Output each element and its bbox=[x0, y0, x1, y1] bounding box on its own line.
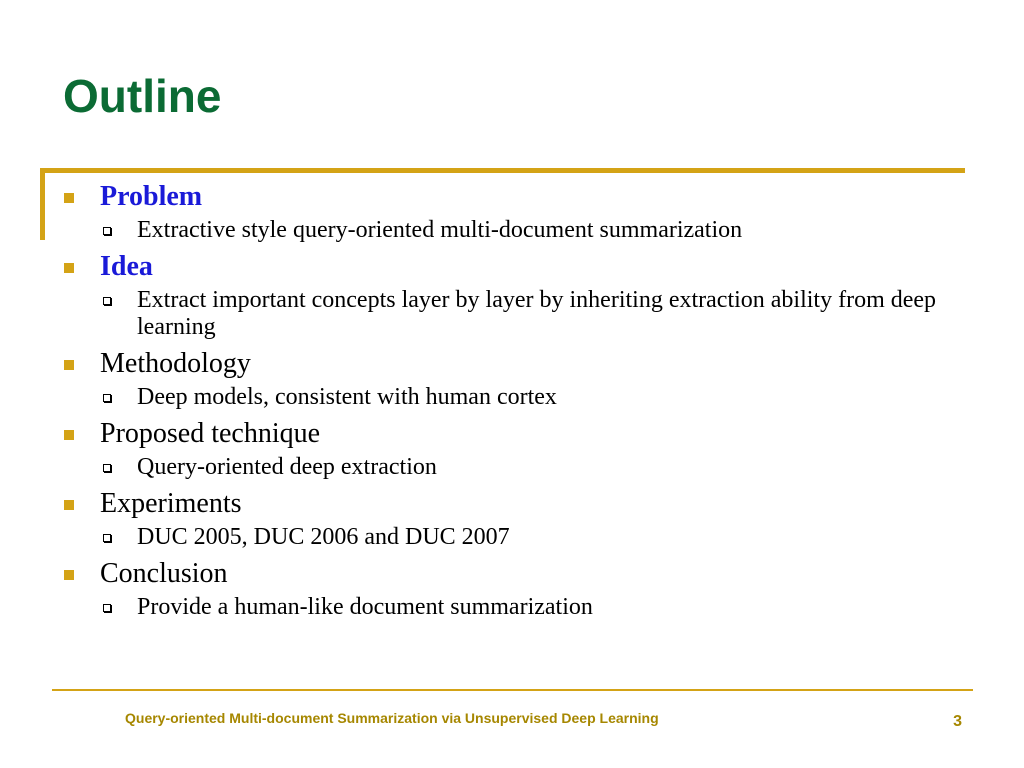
outline-subitem-text: Provide a human-like document summarization bbox=[137, 594, 593, 620]
outline-item-idea bbox=[60, 249, 960, 285]
outline-item-proposed-technique bbox=[60, 416, 960, 452]
outline-item-label: Conclusion bbox=[100, 558, 228, 589]
outline-subitem bbox=[60, 384, 960, 411]
bottom-divider bbox=[52, 689, 973, 691]
slide-title: Outline bbox=[63, 70, 222, 122]
outline-item-label: Experiments bbox=[100, 488, 242, 519]
footer-title: Query-oriented Multi-document Summarization via Unsupervised Deep Learning bbox=[125, 710, 659, 726]
hollow-square-bullet-icon bbox=[103, 534, 111, 542]
square-bullet-icon bbox=[64, 570, 74, 580]
outline-subitem bbox=[60, 287, 960, 341]
outline-subitem-text: Extractive style query-oriented multi-document summarization bbox=[137, 217, 743, 243]
outline-subitem bbox=[60, 594, 960, 621]
outline-subitem-text: DUC 2005, DUC 2006 and DUC 2007 bbox=[137, 524, 510, 550]
outline-item-label: Idea bbox=[100, 251, 153, 282]
top-divider bbox=[40, 168, 965, 173]
hollow-square-bullet-icon bbox=[103, 394, 111, 402]
square-bullet-icon bbox=[64, 360, 74, 370]
square-bullet-icon bbox=[64, 500, 74, 510]
page-number: 3 bbox=[953, 713, 962, 730]
hollow-square-bullet-icon bbox=[103, 227, 111, 235]
outline-subitem bbox=[60, 217, 960, 244]
square-bullet-icon bbox=[64, 430, 74, 440]
outline-subitem-text: Query-oriented deep extraction bbox=[137, 454, 437, 480]
hollow-square-bullet-icon bbox=[103, 297, 111, 305]
outline-subitem-text: Extract important concepts layer by layer by inheriting extraction ability from deep learning bbox=[137, 287, 937, 340]
outline-item-problem bbox=[60, 179, 960, 215]
hollow-square-bullet-icon bbox=[103, 604, 111, 612]
hollow-square-bullet-icon bbox=[103, 464, 111, 472]
outline-item-label: Problem bbox=[100, 181, 203, 212]
outline-subitem-text: Deep models, consistent with human cortex bbox=[137, 384, 557, 410]
outline-item-methodology bbox=[60, 346, 960, 382]
outline-item-label: Methodology bbox=[100, 348, 251, 379]
square-bullet-icon bbox=[64, 263, 74, 273]
outline-item-label: Proposed technique bbox=[100, 418, 321, 449]
outline-subitem bbox=[60, 524, 960, 551]
square-bullet-icon bbox=[64, 193, 74, 203]
outline-list bbox=[60, 179, 960, 626]
outline-item-conclusion bbox=[60, 556, 960, 592]
left-accent-bar bbox=[40, 168, 45, 240]
outline-subitem bbox=[60, 454, 960, 481]
outline-item-experiments bbox=[60, 486, 960, 522]
